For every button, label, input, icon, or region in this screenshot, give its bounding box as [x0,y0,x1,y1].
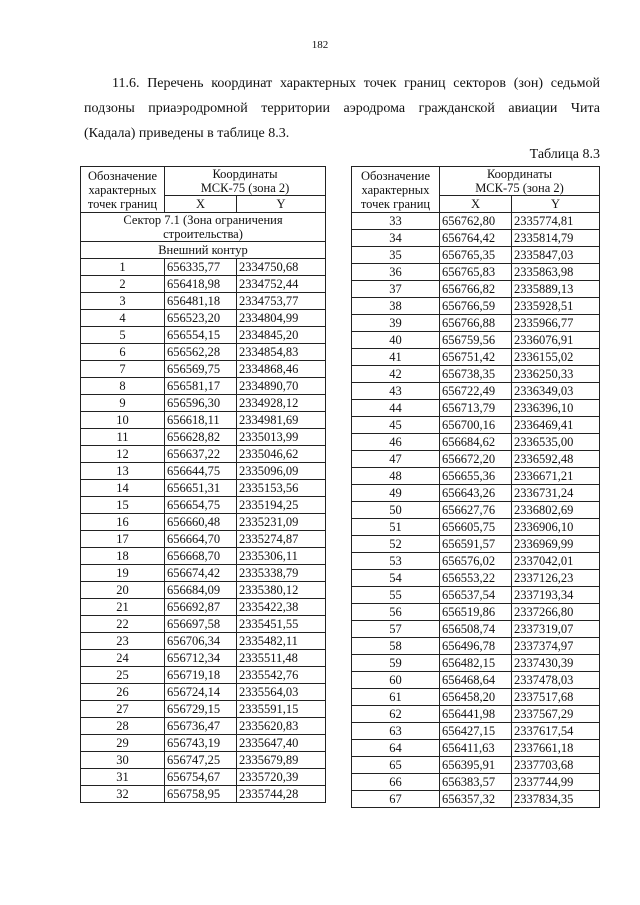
point-number-cell: 65 [352,757,440,774]
point-number-cell: 66 [352,774,440,791]
coord-x-cell: 656481,18 [165,293,237,310]
coord-y-cell: 2335928,51 [512,298,600,315]
table-row [352,638,600,655]
coord-x-cell: 656719,18 [165,667,237,684]
table-row [352,570,600,587]
sector-title-line-2: строительства) [163,227,243,241]
coord-y-cell: 2335679,89 [237,752,326,769]
point-number-cell: 1 [81,259,165,276]
point-number-cell: 23 [81,633,165,650]
coord-y-cell: 2335720,39 [237,769,326,786]
coord-y-cell: 2335274,87 [237,531,326,548]
table-row [81,616,326,633]
point-number-cell: 8 [81,378,165,395]
coord-y-cell: 2336535,00 [512,434,600,451]
coord-x-cell: 656569,75 [165,361,237,378]
point-number-cell: 11 [81,429,165,446]
coord-y-cell: 2336802,69 [512,502,600,519]
coord-x-cell: 656418,98 [165,276,237,293]
coord-y-cell: 2337193,34 [512,587,600,604]
coord-y-cell: 2337661,18 [512,740,600,757]
table-row [352,774,600,791]
coord-x-cell: 656713,79 [440,400,512,417]
coord-x-cell: 656628,82 [165,429,237,446]
coord-y-cell: 2336155,02 [512,349,600,366]
header-point-designation [81,167,165,213]
intro-line-2: подзоны приаэродромной территории аэродрома гражданской авиации Чита [84,101,600,116]
coord-y-cell: 2335451,55 [237,616,326,633]
coord-x-cell: 656596,30 [165,395,237,412]
coord-x-cell: 656618,11 [165,412,237,429]
table-row [352,689,600,706]
table-row [352,587,600,604]
table-row [352,247,600,264]
table-row [352,723,600,740]
header-point-line-1: Обозначение [360,168,431,183]
sector-title-line-1: Сектор 7.1 (Зона ограничения [123,213,283,227]
coord-x-cell: 656357,32 [440,791,512,808]
coord-y-cell: 2335153,56 [237,480,326,497]
coord-y-cell: 2337430,39 [512,655,600,672]
coord-x-cell: 656482,15 [440,655,512,672]
point-number-cell: 62 [352,706,440,723]
table-row [352,383,600,400]
coord-x-cell: 656758,95 [165,786,237,803]
table-row [352,621,600,638]
coord-y-cell: 2335482,11 [237,633,326,650]
table-row [352,740,600,757]
point-number-cell: 36 [352,264,440,281]
coord-x-cell: 656395,91 [440,757,512,774]
coord-y-cell: 2334890,70 [237,378,326,395]
contour-title: Внешний контур [81,242,326,259]
table-row [81,293,326,310]
coord-x-cell: 656581,17 [165,378,237,395]
point-number-cell: 54 [352,570,440,587]
point-number-cell: 15 [81,497,165,514]
header-point-line-3: точек границ [87,196,158,211]
header-point-line-2: характерных [88,182,157,197]
coord-y-cell: 2336396,10 [512,400,600,417]
table-row [81,361,326,378]
point-number-cell: 12 [81,446,165,463]
point-number-cell: 49 [352,485,440,502]
table-row [81,667,326,684]
coord-x-cell: 656729,15 [165,701,237,718]
point-number-cell: 63 [352,723,440,740]
coord-y-cell: 2337834,35 [512,791,600,808]
point-number-cell: 3 [81,293,165,310]
point-number-cell: 51 [352,519,440,536]
coord-y-cell: 2335231,09 [237,514,326,531]
coord-x-cell: 656766,59 [440,298,512,315]
point-number-cell: 60 [352,672,440,689]
coord-x-cell: 656458,20 [440,689,512,706]
coord-y-cell: 2334804,99 [237,310,326,327]
coord-y-cell: 2335306,11 [237,548,326,565]
table-row [352,315,600,332]
coord-x-cell: 656664,70 [165,531,237,548]
coord-y-cell: 2336906,10 [512,519,600,536]
coord-x-cell: 656468,64 [440,672,512,689]
point-number-cell: 34 [352,230,440,247]
coord-y-cell: 2335591,15 [237,701,326,718]
table-row [81,786,326,803]
table-row [81,650,326,667]
table-row [352,349,600,366]
point-number-cell: 38 [352,298,440,315]
coord-x-cell: 656643,26 [440,485,512,502]
table-row [352,332,600,349]
table-row [352,672,600,689]
point-number-cell: 5 [81,327,165,344]
coord-x-cell: 656751,42 [440,349,512,366]
table-row [352,400,600,417]
coord-y-cell: 2337703,68 [512,757,600,774]
coord-x-cell: 656655,36 [440,468,512,485]
coord-y-cell: 2335847,03 [512,247,600,264]
table-row [352,485,600,502]
point-number-cell: 21 [81,599,165,616]
table-row [81,599,326,616]
table-row [81,310,326,327]
table-row [352,791,600,808]
coord-y-cell: 2334928,12 [237,395,326,412]
coord-x-cell: 656537,54 [440,587,512,604]
coord-x-cell: 656651,31 [165,480,237,497]
header-point-line-3: точек границ [360,196,431,211]
coord-y-cell: 2336671,21 [512,468,600,485]
header-coordinates [440,167,600,196]
coord-y-cell: 2336731,24 [512,485,600,502]
point-number-cell: 61 [352,689,440,706]
coord-y-cell: 2335380,12 [237,582,326,599]
coord-y-cell: 2337517,68 [512,689,600,706]
table-row [81,497,326,514]
coord-y-cell: 2335744,28 [237,786,326,803]
coord-y-cell: 2335542,76 [237,667,326,684]
coord-y-cell: 2335647,40 [237,735,326,752]
table-row [352,298,600,315]
table-row [81,259,326,276]
sector-title [81,213,326,242]
point-number-cell: 48 [352,468,440,485]
coord-y-cell: 2337617,54 [512,723,600,740]
coord-x-cell: 656706,34 [165,633,237,650]
coord-y-cell: 2336969,99 [512,536,600,553]
table-row [352,553,600,570]
point-number-cell: 44 [352,400,440,417]
point-number-cell: 33 [352,213,440,230]
header-x: X [165,196,237,213]
coord-y-cell: 2337744,99 [512,774,600,791]
table-row [352,604,600,621]
coord-x-cell: 656562,28 [165,344,237,361]
table-row [81,718,326,735]
table-row [81,463,326,480]
point-number-cell: 16 [81,514,165,531]
point-number-cell: 27 [81,701,165,718]
coord-x-cell: 656684,09 [165,582,237,599]
point-number-cell: 14 [81,480,165,497]
header-coordinates [165,167,326,196]
coord-x-cell: 656672,20 [440,451,512,468]
coord-y-cell: 2336349,03 [512,383,600,400]
table-row [352,417,600,434]
coord-x-cell: 656765,83 [440,264,512,281]
coord-x-cell: 656637,22 [165,446,237,463]
point-number-cell: 24 [81,650,165,667]
coord-x-cell: 656411,63 [440,740,512,757]
coord-y-cell: 2335511,48 [237,650,326,667]
coord-x-cell: 656427,15 [440,723,512,740]
point-number-cell: 43 [352,383,440,400]
point-number-cell: 22 [81,616,165,633]
point-number-cell: 7 [81,361,165,378]
point-number-cell: 18 [81,548,165,565]
table-row [81,378,326,395]
table-row [81,582,326,599]
coord-y-cell: 2335013,99 [237,429,326,446]
coord-x-cell: 656743,19 [165,735,237,752]
table-row [81,395,326,412]
coord-x-cell: 656754,67 [165,769,237,786]
coord-x-cell: 656766,88 [440,315,512,332]
coord-y-cell: 2335046,62 [237,446,326,463]
coord-y-cell: 2335422,38 [237,599,326,616]
coord-x-cell: 656766,82 [440,281,512,298]
table-row [81,701,326,718]
point-number-cell: 19 [81,565,165,582]
coord-y-cell: 2335889,13 [512,281,600,298]
table-row [352,281,600,298]
point-number-cell: 35 [352,247,440,264]
point-number-cell: 29 [81,735,165,752]
point-number-cell: 42 [352,366,440,383]
coord-y-cell: 2337126,23 [512,570,600,587]
header-point-line-1: Обозначение [87,168,158,183]
coord-y-cell: 2335096,09 [237,463,326,480]
table-row [352,519,600,536]
point-number-cell: 67 [352,791,440,808]
table-row [352,502,600,519]
table-row [352,451,600,468]
table-row [352,213,600,230]
header-coordinates-line-2: МСК-75 (зона 2) [475,181,564,195]
point-number-cell: 50 [352,502,440,519]
table-caption: Таблица 8.3 [529,147,600,162]
point-number-cell: 20 [81,582,165,599]
point-number-cell: 56 [352,604,440,621]
coord-x-cell: 656747,25 [165,752,237,769]
point-number-cell: 13 [81,463,165,480]
coord-x-cell: 656674,42 [165,565,237,582]
coord-x-cell: 656762,80 [440,213,512,230]
coord-x-cell: 656765,35 [440,247,512,264]
point-number-cell: 55 [352,587,440,604]
table-row [352,757,600,774]
coord-x-cell: 656383,57 [440,774,512,791]
coord-y-cell: 2335966,77 [512,315,600,332]
coordinates-table-left [80,166,326,803]
point-number-cell: 59 [352,655,440,672]
point-number-cell: 46 [352,434,440,451]
coord-y-cell: 2336076,91 [512,332,600,349]
header-coordinates-line-2: МСК-75 (зона 2) [200,181,290,195]
point-number-cell: 25 [81,667,165,684]
point-number-cell: 17 [81,531,165,548]
coord-x-cell: 656591,57 [440,536,512,553]
point-number-cell: 28 [81,718,165,735]
coord-x-cell: 656692,87 [165,599,237,616]
table-row [81,752,326,769]
header-y: Y [237,196,326,213]
coord-x-cell: 656523,20 [165,310,237,327]
intro-line-3: (Кадала) приведены в таблице 8.3. [84,126,290,141]
coord-y-cell: 2335774,81 [512,213,600,230]
coord-x-cell: 656441,98 [440,706,512,723]
intro-paragraph [84,71,600,146]
table-row [81,684,326,701]
table-row [81,514,326,531]
coord-x-cell: 656660,48 [165,514,237,531]
coordinates-table-right [351,166,600,808]
coord-x-cell: 656668,70 [165,548,237,565]
table-row [352,366,600,383]
coord-x-cell: 656736,47 [165,718,237,735]
table-row [352,230,600,247]
coord-y-cell: 2335863,98 [512,264,600,281]
coord-x-cell: 656724,14 [165,684,237,701]
point-number-cell: 52 [352,536,440,553]
table-row [352,536,600,553]
coord-x-cell: 656508,74 [440,621,512,638]
coord-y-cell: 2336250,33 [512,366,600,383]
header-coordinates-line-1: Координаты [486,167,553,181]
point-number-cell: 47 [352,451,440,468]
coord-x-cell: 656764,42 [440,230,512,247]
table-row [352,468,600,485]
coord-y-cell: 2334854,83 [237,344,326,361]
coord-x-cell: 656712,34 [165,650,237,667]
table-row [352,706,600,723]
point-number-cell: 26 [81,684,165,701]
table-row [81,769,326,786]
table-row [81,735,326,752]
table-row [81,429,326,446]
coord-x-cell: 656759,56 [440,332,512,349]
table-row [352,264,600,281]
table-row [81,548,326,565]
coord-x-cell: 656700,16 [440,417,512,434]
point-number-cell: 58 [352,638,440,655]
intro-line-1: 11.6. Перечень координат характерных точек границ секторов (зон) седьмой [112,76,600,91]
table-row [352,655,600,672]
coord-y-cell: 2334750,68 [237,259,326,276]
coord-y-cell: 2337266,80 [512,604,600,621]
coord-x-cell: 656697,58 [165,616,237,633]
coord-y-cell: 2334845,20 [237,327,326,344]
table-row [81,344,326,361]
point-number-cell: 37 [352,281,440,298]
coord-y-cell: 2334868,46 [237,361,326,378]
coord-x-cell: 656553,22 [440,570,512,587]
coord-x-cell: 656738,35 [440,366,512,383]
coord-y-cell: 2335564,03 [237,684,326,701]
coord-y-cell: 2336592,48 [512,451,600,468]
point-number-cell: 30 [81,752,165,769]
coord-y-cell: 2337567,29 [512,706,600,723]
point-number-cell: 53 [352,553,440,570]
point-number-cell: 4 [81,310,165,327]
header-point-designation [352,167,440,213]
point-number-cell: 57 [352,621,440,638]
table-row [81,276,326,293]
header-coordinates-line-1: Координаты [212,167,278,181]
coord-y-cell: 2335338,79 [237,565,326,582]
point-number-cell: 41 [352,349,440,366]
coord-y-cell: 2337042,01 [512,553,600,570]
table-row [81,531,326,548]
coord-y-cell: 2335620,83 [237,718,326,735]
coord-y-cell: 2337374,97 [512,638,600,655]
coord-y-cell: 2336469,41 [512,417,600,434]
coord-x-cell: 656576,02 [440,553,512,570]
table-row [81,412,326,429]
coord-x-cell: 656519,86 [440,604,512,621]
coord-x-cell: 656722,49 [440,383,512,400]
table-row [81,480,326,497]
point-number-cell: 31 [81,769,165,786]
coord-x-cell: 656684,62 [440,434,512,451]
point-number-cell: 45 [352,417,440,434]
coord-y-cell: 2334752,44 [237,276,326,293]
coord-y-cell: 2334753,77 [237,293,326,310]
point-number-cell: 9 [81,395,165,412]
coord-y-cell: 2334981,69 [237,412,326,429]
coord-y-cell: 2335194,25 [237,497,326,514]
coord-y-cell: 2337319,07 [512,621,600,638]
coord-x-cell: 656644,75 [165,463,237,480]
coord-y-cell: 2335814,79 [512,230,600,247]
table-row [352,434,600,451]
point-number-cell: 10 [81,412,165,429]
point-number-cell: 6 [81,344,165,361]
table-row [81,565,326,582]
table-row [81,633,326,650]
point-number-cell: 2 [81,276,165,293]
point-number-cell: 32 [81,786,165,803]
coord-x-cell: 656654,75 [165,497,237,514]
coord-x-cell: 656335,77 [165,259,237,276]
header-point-line-2: характерных [361,182,430,197]
point-number-cell: 64 [352,740,440,757]
point-number-cell: 40 [352,332,440,349]
page-number: 182 [311,39,329,51]
header-y: Y [512,196,600,213]
table-row [81,446,326,463]
coord-x-cell: 656627,76 [440,502,512,519]
coord-x-cell: 656605,75 [440,519,512,536]
point-number-cell: 39 [352,315,440,332]
table-row [81,327,326,344]
header-x: X [440,196,512,213]
coord-y-cell: 2337478,03 [512,672,600,689]
coord-x-cell: 656496,78 [440,638,512,655]
coord-x-cell: 656554,15 [165,327,237,344]
